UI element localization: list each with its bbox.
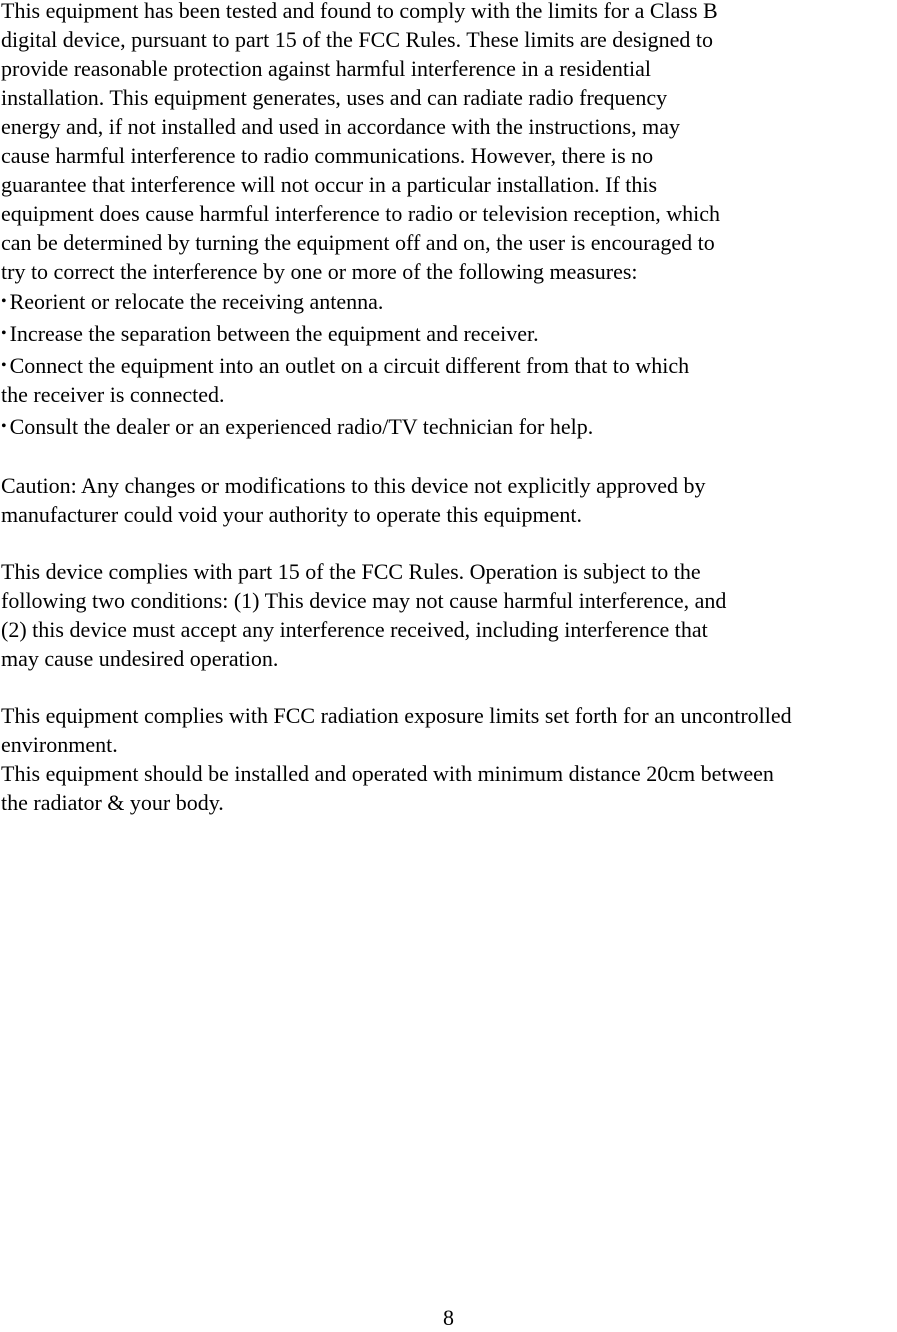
paragraph-gap xyxy=(1,443,897,471)
text-line: environment. xyxy=(1,732,118,757)
list-item-continuation: the receiver is connected. xyxy=(1,382,225,407)
paragraph-gap xyxy=(1,673,897,701)
bullet-icon: • xyxy=(1,357,7,374)
caution-paragraph xyxy=(1,471,897,529)
text-line: This equipment has been tested and found to comply with the limits for a Class B xyxy=(1,0,718,23)
list-item xyxy=(1,411,897,443)
text-line: try to correct the interference by one or more of the following measures: xyxy=(1,259,638,284)
text-line: guarantee that interference will not occur in a particular installation. If this xyxy=(1,172,658,197)
text-line: (2) this device must accept any interference received, including interference that xyxy=(1,617,708,642)
text-line: Caution: Any changes or modifications to this device not explicitly approved by xyxy=(1,473,706,498)
list-item-text: Connect the equipment into an outlet on a circuit different from that to which xyxy=(9,353,690,378)
list-item xyxy=(1,286,897,318)
interference-paragraph xyxy=(1,0,897,286)
list-item-text: Consult the dealer or an experienced radio/TV technician for help. xyxy=(9,414,594,439)
bullet-icon: • xyxy=(1,418,7,435)
text-line: This equipment complies with FCC radiation exposure limits set forth for an uncontrolled xyxy=(1,703,792,728)
fcc-statement xyxy=(1,0,897,817)
text-line: following two conditions: (1) This device may not cause harmful interference, and xyxy=(1,588,727,613)
text-line: manufacturer could void your authority to operate this equipment. xyxy=(1,502,583,527)
text-line: installation. This equipment generates, uses and can radiate radio frequency xyxy=(1,85,668,110)
list-item xyxy=(1,318,897,350)
list-item xyxy=(1,350,897,382)
list-item-text: Increase the separation between the equipment and receiver. xyxy=(9,321,539,346)
text-line: may cause undesired operation. xyxy=(1,646,279,671)
measures-list xyxy=(1,286,897,443)
text-line: cause harmful interference to radio communications. However, there is no xyxy=(1,143,654,168)
page-number: 8 xyxy=(443,1305,454,1330)
text-line: the radiator & your body. xyxy=(1,790,224,815)
text-line: digital device, pursuant to part 15 of the FCC Rules. These limits are designed to xyxy=(1,27,714,52)
text-line: can be determined by turning the equipment off and on, the user is encouraged to xyxy=(1,230,715,255)
radiation-paragraph xyxy=(1,701,897,817)
text-line: energy and, if not installed and used in accordance with the instructions, may xyxy=(1,114,680,139)
bullet-icon: • xyxy=(1,293,7,310)
text-line: provide reasonable protection against harmful interference in a residential xyxy=(1,56,651,81)
text-line: This device complies with part 15 of the FCC Rules. Operation is subject to the xyxy=(1,559,701,584)
paragraph-gap xyxy=(1,529,897,557)
list-item-text: Reorient or relocate the receiving antenna. xyxy=(9,289,384,314)
bullet-icon: • xyxy=(1,325,7,342)
conditions-paragraph xyxy=(1,557,897,673)
text-line: This equipment should be installed and operated with minimum distance 20cm between xyxy=(1,761,774,786)
text-line: equipment does cause harmful interference to radio or television reception, which xyxy=(1,201,721,226)
